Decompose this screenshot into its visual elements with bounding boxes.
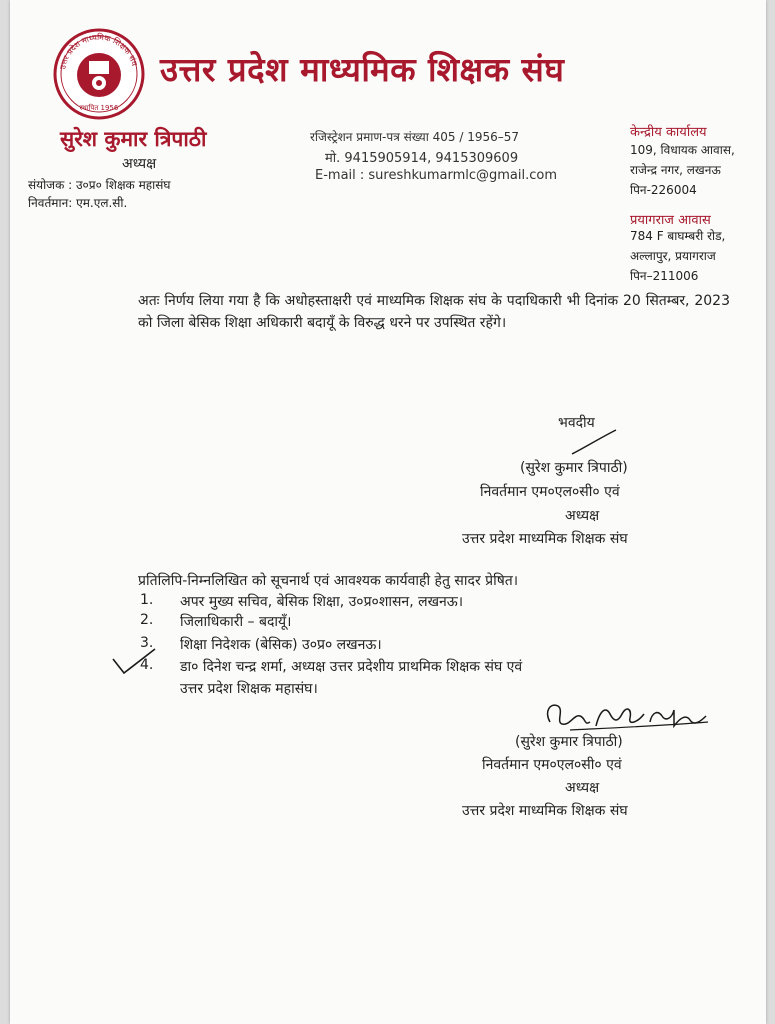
seal-text: उत्तर प्रदेश माध्यमिक शिक्षक संघ	[58, 32, 139, 71]
address-line: पिन-226004	[630, 183, 697, 197]
seal-year: स्थापित 1956	[79, 104, 119, 112]
registration-number: रजिस्ट्रेशन प्रमाण-पत्र संख्या 405 / 1956–57	[310, 130, 520, 144]
signatory-designation-line: निवर्तमान एम०एल०सी० एवं	[482, 757, 622, 773]
organization-name-heading: उत्तर प्रदेश माध्यमिक शिक्षक संघ	[160, 50, 565, 89]
closing-salutation: भवदीय	[558, 415, 595, 431]
convenor-line: संयोजक : उ०प्र० शिक्षक महासंघ	[28, 178, 171, 192]
president-name: सुरेश कुमार त्रिपाठी	[60, 127, 207, 151]
organization-seal-logo	[53, 28, 145, 120]
list-item: जिलाधिकारी – बदायूँ।	[180, 614, 292, 630]
prayagraj-residence-title: प्रयागराज आवास	[630, 213, 711, 228]
letter-page	[10, 0, 766, 1024]
signatory-name: (सुरेश कुमार त्रिपाठी)	[515, 734, 623, 750]
signatory-organization: उत्तर प्रदेश माध्यमिक शिक्षक संघ	[462, 803, 628, 819]
address-line: राजेन्द्र नगर, लखनऊ	[630, 163, 721, 177]
president-role: अध्यक्ष	[122, 156, 157, 172]
address-line: 109, विधायक आवास,	[630, 143, 735, 157]
list-item-number: 2.	[140, 612, 154, 628]
address-line: पिन–211006	[630, 269, 699, 283]
list-item: शिक्षा निदेशक (बेसिक) उ०प्र० लखनऊ।	[180, 637, 382, 653]
email-address: E-mail : sureshkumarmlc@gmail.com	[315, 168, 558, 183]
signature-tick-mark	[570, 428, 620, 458]
mobile-numbers: मो. 9415905914, 9415309609	[325, 151, 519, 166]
signatory-name: (सुरेश कुमार त्रिपाठी)	[520, 460, 628, 476]
body-paragraph: अतः निर्णय लिया गया है कि अधोहस्ताक्षरी एवं माध्यमिक शिक्षक संघ के पदाधिकारी भी दिनांक 20 सितम्बर, 2023 को जिला बेसिक शिक्षा अधिकारी बदायूँ के विरुद्ध धरने पर उपस्थित रहेंगे।	[138, 293, 730, 331]
list-item-continuation: उत्तर प्रदेश शिक्षक महासंघ।	[180, 681, 318, 697]
list-item-number: 3.	[140, 635, 154, 651]
signatory-role: अध्यक्ष	[565, 780, 600, 796]
signatory-role: अध्यक्ष	[565, 508, 600, 524]
address-line: अल्लापुर, प्रयागराज	[630, 249, 716, 263]
central-office-address	[630, 140, 735, 200]
prayagraj-residence-address	[630, 226, 725, 286]
copy-to-heading: प्रतिलिपि-निम्नलिखित को सूचनार्थ एवं आवश्यक कार्यवाही हेतु सादर प्रेषित।	[138, 573, 519, 589]
signatory-designation-line: निवर्तमान एम०एल०सी० एवं	[480, 484, 620, 500]
current-designation-line: निवर्तमान: एम.एल.सी.	[28, 196, 128, 210]
signatory-organization: उत्तर प्रदेश माध्यमिक शिक्षक संघ	[462, 531, 628, 547]
list-item-number: 1.	[140, 592, 154, 608]
list-item-number: 4.	[140, 657, 154, 673]
address-line: 784 F बाघम्बरी रोड,	[630, 229, 726, 243]
central-office-title: केन्द्रीय कार्यालय	[630, 125, 707, 140]
list-item: अपर मुख्य सचिव, बेसिक शिक्षा, उ०प्र०शासन, लखनऊ।	[180, 594, 464, 610]
list-item: डा० दिनेश चन्द्र शर्मा, अध्यक्ष उत्तर प्रदेशीय प्राथमिक शिक्षक संघ एवं	[180, 659, 523, 675]
